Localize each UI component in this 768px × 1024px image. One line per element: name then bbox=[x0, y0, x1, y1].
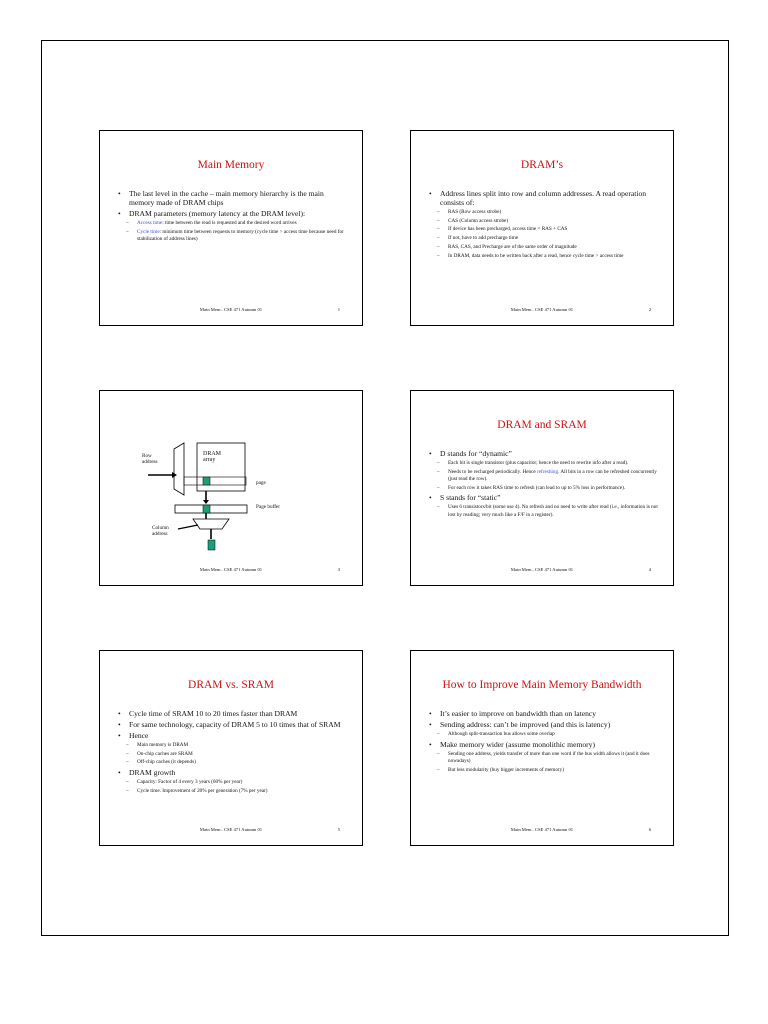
page-buffer-cell bbox=[203, 505, 210, 513]
page-label: page bbox=[256, 480, 266, 486]
slide-title: Main Memory bbox=[197, 159, 265, 171]
page-number: 3 bbox=[337, 567, 340, 572]
bullet-list bbox=[118, 189, 348, 245]
term-refreshing: refreshing bbox=[537, 468, 559, 475]
column-address-arrow bbox=[178, 525, 198, 529]
sub-bullet: – If not, have to add precharge time bbox=[429, 235, 659, 242]
sub-bullet: – Cycle time. Improvement of 20% per generation (7% per year) bbox=[118, 788, 348, 795]
slide-dram-and-sram bbox=[410, 390, 674, 586]
sub-bullet-text: : minimum time between requests to memory (cycle time > access time because need for stabilization of address lines) bbox=[137, 228, 344, 242]
bullet-list bbox=[429, 709, 659, 775]
page-number: 1 bbox=[337, 307, 340, 312]
sub-bullet-text: Needs to be recharged periodically. Hence bbox=[448, 468, 538, 475]
sub-bullet bbox=[429, 504, 659, 518]
sub-bullet: – Off-chip caches (it depends) bbox=[118, 759, 348, 766]
footer-text: Main Mem.. CSE 471 Autumn 01 bbox=[510, 827, 574, 832]
footer-text: Main Mem.. CSE 471 Autumn 01 bbox=[199, 827, 263, 832]
bullet: • D stands for “dynamic” bbox=[429, 449, 659, 458]
slide-title: How to Improve Main Memory Bandwidth bbox=[442, 679, 642, 691]
sub-bullet: – Sending one address, yields transfer of more than one word if the bus width allows it (and it does nowadays) bbox=[429, 751, 659, 765]
sub-bullet: – CAS (Column access strobe) bbox=[429, 218, 659, 225]
footer-text: Main Mem.. CSE 471 Autumn 01 bbox=[510, 307, 574, 312]
sub-bullet: – In DRAM, data needs to be written back after a read, hence cycle time > access time bbox=[429, 253, 659, 260]
row-address-label: Row address bbox=[142, 453, 158, 465]
slide-title: DRAM vs. SRAM bbox=[188, 679, 274, 691]
slide-title: DRAM and SRAM bbox=[497, 419, 587, 431]
slide-dram-vs-sram bbox=[99, 650, 363, 846]
column-address-label: Column address bbox=[152, 525, 169, 537]
term-cycle-time: Cycle time bbox=[137, 228, 160, 235]
page-cell bbox=[203, 477, 210, 485]
bullet: • DRAM parameters (memory latency at the DRAM level): bbox=[118, 209, 348, 218]
sub-bullet-text: . All bits in a row can be refreshed concurrently (just read the row). bbox=[448, 468, 657, 482]
sub-bullet: – If device has been precharged, access time = RAS + CAS bbox=[429, 226, 659, 233]
footer-text: Main Mem.. CSE 471 Autumn 01 bbox=[199, 567, 263, 572]
slide-main-memory bbox=[99, 130, 363, 326]
footer-text: Main Mem.. CSE 471 Autumn 01 bbox=[199, 307, 263, 312]
dram-array-label: DRAM array bbox=[203, 451, 222, 463]
sub-bullet bbox=[118, 220, 348, 227]
sub-bullet: – RAS (Row access strobe) bbox=[429, 209, 659, 216]
sub-bullet bbox=[118, 229, 348, 243]
bullet: • Make memory wider (assume monolithic memory) bbox=[429, 740, 659, 749]
emphasis: i.e. bbox=[611, 504, 618, 511]
sub-bullet: – Main memory is DRAM bbox=[118, 742, 348, 749]
arrowhead bbox=[203, 500, 209, 504]
bullet: • Sending address: can’t be improved (and this is latency) bbox=[429, 720, 659, 729]
bullet: • Address lines split into row and column addresses. A read operation consists of: bbox=[429, 189, 659, 207]
slide-footer bbox=[100, 827, 362, 835]
bullet-list bbox=[429, 189, 659, 261]
slide-drams bbox=[410, 130, 674, 326]
term-access-time: Access time bbox=[137, 220, 163, 226]
slide-main-memory-bandwidth bbox=[410, 650, 674, 846]
page-number: 6 bbox=[648, 827, 651, 832]
slide-title: DRAM’s bbox=[520, 159, 564, 171]
sub-bullet: – But less modularity (buy bigger increments of memory) bbox=[429, 767, 659, 774]
slide-footer bbox=[100, 567, 362, 575]
dram-diagram bbox=[100, 391, 362, 585]
sub-bullet bbox=[429, 469, 659, 483]
bullet-list bbox=[429, 449, 659, 520]
slide-dram-diagram bbox=[99, 390, 363, 586]
sub-bullet-text: : time between the read is requested and the desired word arrives bbox=[162, 220, 297, 226]
column-mux bbox=[193, 519, 229, 529]
sub-bullet: – On-chip caches are SRAM bbox=[118, 751, 348, 758]
page-buffer-label: Page buffer bbox=[256, 504, 280, 510]
sub-bullet: – RAS, CAS, and Precharge are of the same order of magnitude bbox=[429, 244, 659, 251]
bullet: • It’s easier to improve on bandwidth than on latency bbox=[429, 709, 659, 718]
slide-footer bbox=[411, 307, 673, 315]
sub-bullet-text: , information is not lost by reading; very much like a F/F in a register). bbox=[448, 504, 658, 518]
bullet: • The last level in the cache – main memory hierarchy is the main memory made of DRAM chips bbox=[118, 189, 348, 207]
sub-bullet: – For each row it takes RAS time to refresh (can lead to up to 5% loss in performance). bbox=[429, 485, 659, 492]
footer-text: Main Mem.. CSE 471 Autumn 01 bbox=[510, 567, 574, 572]
output-cell bbox=[208, 540, 215, 550]
slide-footer bbox=[100, 307, 362, 315]
slide-footer bbox=[411, 827, 673, 835]
page-number: 2 bbox=[648, 307, 651, 312]
row-decoder bbox=[174, 443, 184, 495]
sub-bullet-text: Uses 6 transistors/bit (some use 4). No refresh and no need to write after read ( bbox=[448, 504, 612, 511]
slide-footer bbox=[411, 567, 673, 575]
sub-bullet: – Each bit is single transistor (plus capacitor; hence the need to rewrite info after a read). bbox=[429, 460, 659, 467]
page-buffer-box bbox=[175, 505, 247, 513]
bullet: • Cycle time of SRAM 10 to 20 times faster than DRAM bbox=[118, 709, 348, 718]
page-number: 5 bbox=[337, 827, 340, 832]
bullet: • DRAM growth bbox=[118, 768, 348, 777]
page-number: 4 bbox=[648, 567, 651, 572]
bullet: • Hence bbox=[118, 731, 348, 740]
bullet-list bbox=[118, 709, 348, 797]
bullet: • For same technology, capacity of DRAM 5 to 10 times that of SRAM bbox=[118, 720, 348, 729]
sub-bullet: – Although split-transaction bus allows some overlap bbox=[429, 731, 659, 738]
bullet: • S stands for “static” bbox=[429, 493, 659, 502]
sub-bullet: – Capacity: Factor of 4 every 3 years (60% per year) bbox=[118, 779, 348, 786]
